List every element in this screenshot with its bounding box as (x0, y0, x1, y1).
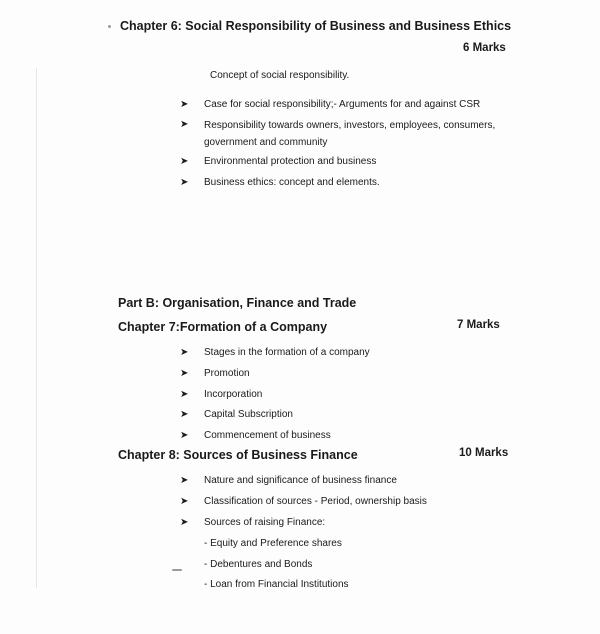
chapter-8-item: Sources of raising Finance: (204, 517, 326, 528)
chapter-6-title: Chapter 6: Social Responsibility of Business and Business Ethics (120, 19, 512, 33)
chapter-8-subitem: - Equity and Preference shares (204, 538, 342, 549)
bullet-arrow-icon: ➤ (180, 475, 189, 486)
bullet-arrow-icon: ➤ (180, 409, 189, 420)
bullet-arrow-icon: ➤ (180, 430, 189, 441)
chapter-7-title: Chapter 7:Formation of a Company (118, 320, 328, 334)
chapter-7-item: Commencement of business (204, 430, 331, 441)
chapter-6-item: Business ethics: concept and elements. (204, 177, 380, 188)
scan-edge-line (36, 68, 37, 588)
chapter-8-item: Classification of sources - Period, ownership basis (204, 496, 427, 507)
chapter-7-item: Promotion (204, 368, 250, 379)
chapter-8-item: Nature and significance of business finance (204, 475, 397, 486)
chapter-8-title: Chapter 8: Sources of Business Finance (118, 448, 358, 462)
chapter-7-marks: 7 Marks (457, 319, 500, 331)
chapter-8-subitem: - Loan from Financial Institutions (204, 579, 349, 590)
scan-speck (108, 25, 111, 28)
chapter-6-item: Case for social responsibility;- Arguments for and against CSR (204, 99, 481, 110)
chapter-8-subitem: - Debentures and Bonds (204, 559, 313, 570)
bullet-arrow-icon: ➤ (180, 177, 189, 188)
chapter-6-intro: Concept of social responsibility. (210, 70, 350, 81)
bullet-arrow-icon: ➤ (180, 368, 189, 379)
bullet-arrow-icon: ➤ (180, 119, 189, 130)
chapter-7-item: Stages in the formation of a company (204, 347, 370, 358)
chapter-7-item: Capital Subscription (204, 409, 293, 420)
scan-speck (172, 569, 182, 571)
part-b-title: Part B: Organisation, Finance and Trade (118, 296, 357, 310)
bullet-arrow-icon: ➤ (180, 389, 189, 400)
chapter-8-marks: 10 Marks (459, 447, 509, 459)
chapter-6-item: Responsibility towards owners, investors, employees, consumers, government and community (204, 120, 496, 148)
bullet-arrow-icon: ➤ (180, 496, 189, 507)
chapter-6-item: Environmental protection and business (204, 156, 377, 167)
chapter-6-marks: 6 Marks (463, 42, 506, 54)
bullet-arrow-icon: ➤ (180, 517, 189, 528)
bullet-arrow-icon: ➤ (180, 347, 189, 358)
bullet-arrow-icon: ➤ (180, 156, 189, 167)
bullet-arrow-icon: ➤ (180, 99, 189, 110)
chapter-7-item: Incorporation (204, 389, 263, 400)
